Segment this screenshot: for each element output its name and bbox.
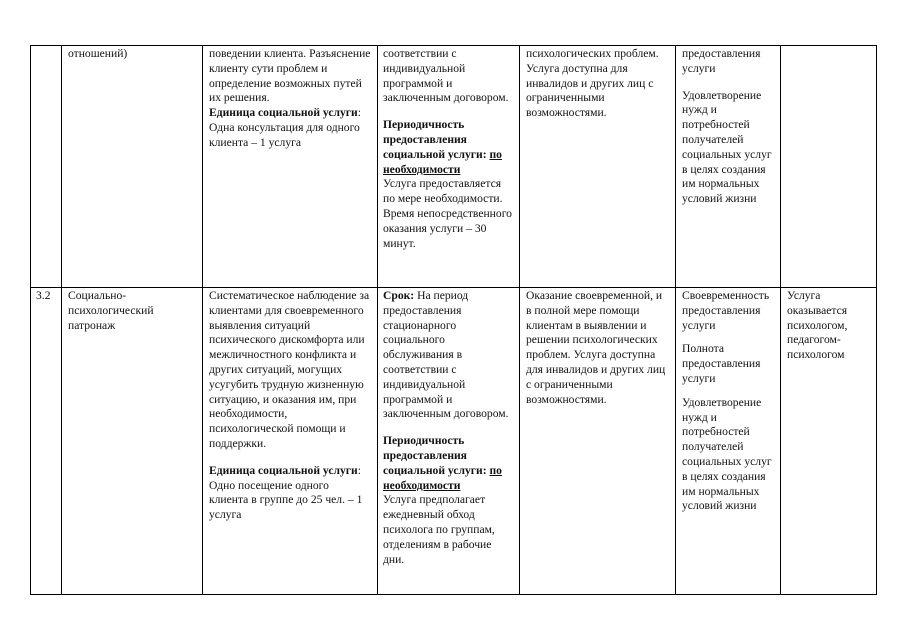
description-text: Систематическое наблюдение за клиентами для своевременного выявления ситуаций психического дискомфорта или межличностного конфликта и других ситуаций, могущих усугубить трудную жизненную ситуацию, и оказания им, при необходимости, психологической помощи и поддержки. (209, 289, 370, 450)
services-table (30, 45, 877, 595)
row-number: 3.2 (31, 288, 62, 595)
periodicity-value: по необходимости (383, 147, 502, 176)
quality-item: предоставления услуги (682, 47, 761, 75)
service-conditions: Оказание своевременной, и в полной мере помощи клиентам в выявлении и решении психологических проблем. Услуга доступна для инвалидов и других лиц с ограниченными возможностями. (520, 288, 676, 595)
periodicity-label: Периодичность предоставления социальной услуги: по необходимости (383, 434, 502, 492)
service-name: отношений) (62, 46, 203, 288)
term-text: Срок: На период предоставления стационарного социального обслуживания в соответствии с индивидуальной программой и заключенным договором. (383, 289, 509, 421)
periodicity-label: Периодичность предоставления социальной услуги: по необходимости (383, 118, 502, 176)
unit-value: Одно посещение одного клиента в группе до 25 чел. – 1 услуга (209, 478, 363, 522)
service-term (378, 288, 520, 595)
periodicity-text: Услуга предполагает ежедневный обход психолога по группам, отделениям в рабочие дни. (383, 493, 495, 566)
service-provider (781, 46, 877, 288)
periodicity-text: Услуга предоставляется по мере необходимости. Время непосредственного оказания услуги – 30 минут. (383, 177, 512, 250)
service-provider: Услуга оказывается психологом, педагогом-психологом (781, 288, 877, 595)
quality-item: Удовлетворение нужд и потребностей получателей социальных услуг в целях создания им нормальных условий жизни (682, 395, 772, 513)
quality-indicators (676, 46, 781, 288)
service-description (203, 46, 378, 288)
unit-label: Единица социальной услуги: (209, 106, 361, 120)
service-description (203, 288, 378, 595)
row-number (31, 46, 62, 288)
unit-label: Единица социальной услуги: (209, 463, 361, 477)
quality-item: Полнота предоставления услуги (682, 342, 761, 385)
service-conditions: психологических проблем. Услуга доступна для инвалидов и других лиц с ограниченными возможностями. (520, 46, 676, 288)
quality-indicators (676, 288, 781, 595)
term-text: соответствии с индивидуальной программой и заключенным договором. (383, 47, 509, 105)
description-text: поведении клиента. Разъяснение клиенту сути проблем и определение возможных путей их решения. (209, 47, 371, 105)
service-name: Социально-психологический патронаж (62, 288, 203, 595)
periodicity-value: по необходимости (383, 463, 502, 492)
service-term (378, 46, 520, 288)
term-label: Срок: (383, 289, 415, 302)
unit-value: Одна консультация для одного клиента – 1 услуга (209, 120, 360, 149)
table-row (31, 46, 877, 288)
quality-item: Удовлетворение нужд и потребностей получателей социальных услуг в целях создания им нормальных условий жизни (682, 88, 772, 206)
table-row (31, 288, 877, 595)
quality-item: Своевременность предоставления услуги (682, 289, 770, 332)
